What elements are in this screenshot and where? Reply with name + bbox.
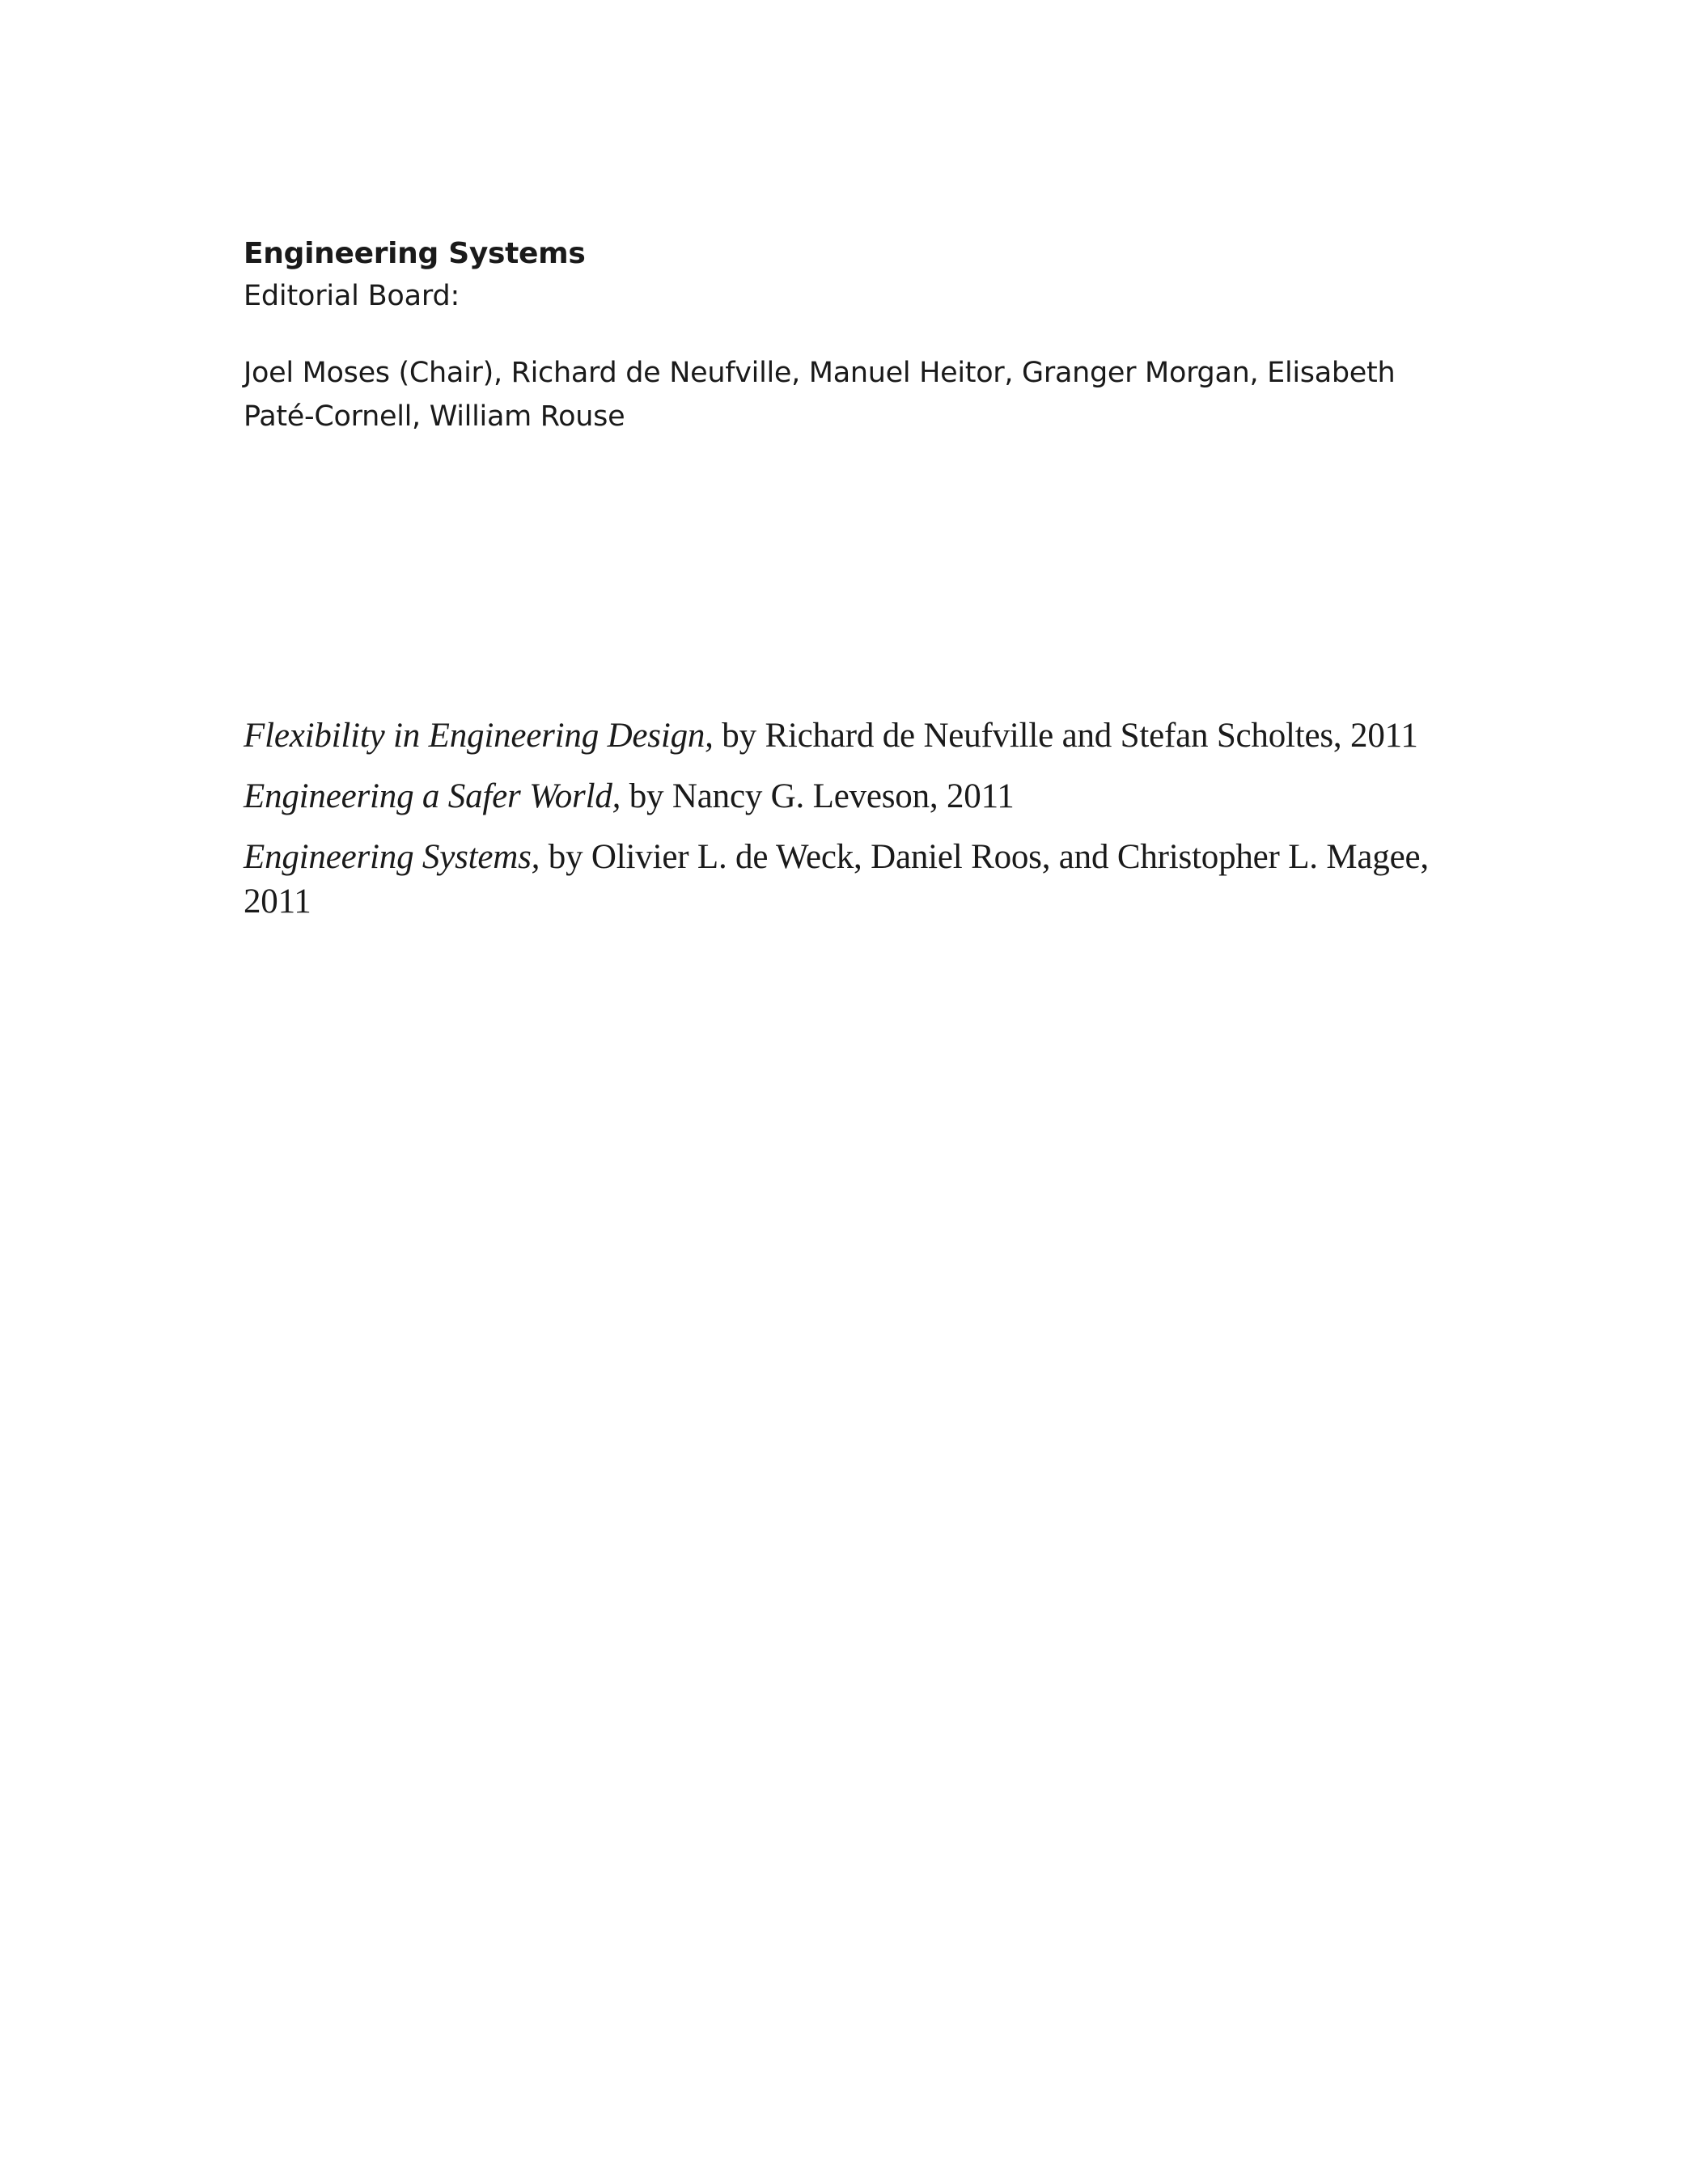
series-header [244, 235, 1506, 438]
members-line-2: Paté-Cornell, William Rouse [244, 400, 625, 433]
editorial-board-members [244, 351, 1506, 438]
series-title: Engineering Systems [244, 237, 586, 270]
book-byline: by Olivier L. de Weck, Daniel Roos, and Christopher L. Magee, 2011 [244, 838, 1429, 921]
book-byline: by Nancy G. Leveson, 2011 [629, 777, 1015, 815]
book-title: Engineering a Safer World, [244, 777, 621, 815]
book-byline: by Richard de Neufville and Stefan Scholtes, 2011 [722, 717, 1418, 755]
book-title: Engineering Systems, [244, 838, 540, 876]
book-entry [244, 835, 1489, 924]
book-list [244, 713, 1489, 940]
book-entry [244, 774, 1489, 819]
book-entry [244, 713, 1489, 758]
members-line-1: Joel Moses (Chair), Richard de Neufville, Manuel Heitor, Granger Morgan, Elisabeth [244, 357, 1396, 389]
editorial-board-label: Editorial Board: [244, 280, 460, 312]
book-title: Flexibility in Engineering Design, [244, 717, 714, 755]
